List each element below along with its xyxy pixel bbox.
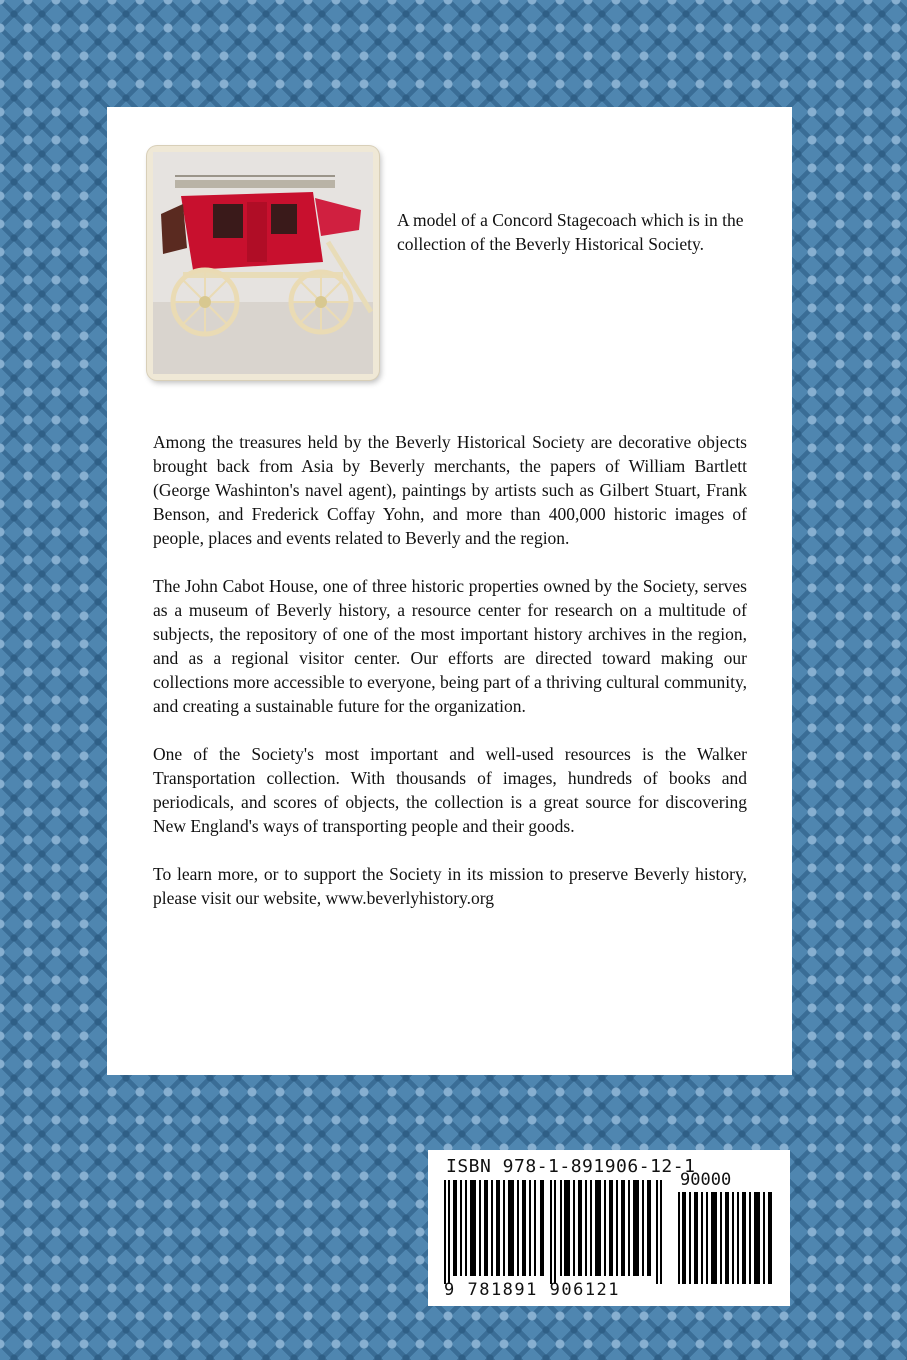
photo-caption: A model of a Concord Stagecoach which is in the collection of the Beverly Historical Society. <box>397 210 744 254</box>
paragraph-website: To learn more, or to support the Society in its mission to preserve Beverly history, please visit our website, www.beverlyhistory.org <box>153 864 747 908</box>
back-cover-panel <box>107 107 792 1075</box>
stagecoach-image <box>153 152 373 374</box>
stagecoach-photo <box>147 146 379 380</box>
description-text <box>153 430 747 934</box>
paragraph-cabot-house: The John Cabot House, one of three historic properties owned by the Society, serves as a museum of Beverly history, a resource center for research on a multitude of subjects, the repository of one of the most important history archives in the region, and as a regional visitor center. Our efforts are directed toward making our collections more accessible to everyone, being part of a thriving cultural community, and creating a sustainable future for the organization. <box>153 576 747 716</box>
paragraph-collections: Among the treasures held by the Beverly Historical Society are decorative objects brought back from Asia by Beverly merchants, the papers of William Bartlett (George Washinton's navel agent), paintings by artists such as Gilbert Stuart, Frank Benson, and Frederick Coffay Yohn, and more than 400,000 historic images of people, places and events related to Beverly and the region. <box>153 432 747 548</box>
isbn-label: ISBN 978-1-891906-12-1 <box>446 1156 696 1177</box>
price-addon-bars-svg <box>678 1192 774 1284</box>
paragraph-walker-collection: One of the Society's most important and well-used resources is the Walker Transportation collection. With thousands of images, hundreds of books and periodicals, and scores of objects, the collection is a great source for discovering New England's ways of transporting people and their goods. <box>153 744 747 836</box>
barcode-digits: 9 781891 906121 <box>444 1280 621 1300</box>
ean13-bars <box>444 1180 668 1289</box>
price-code: 90000 <box>680 1170 732 1190</box>
price-addon-bars <box>678 1192 774 1289</box>
isbn-barcode <box>428 1150 790 1306</box>
ean13-bars-svg <box>444 1180 668 1284</box>
